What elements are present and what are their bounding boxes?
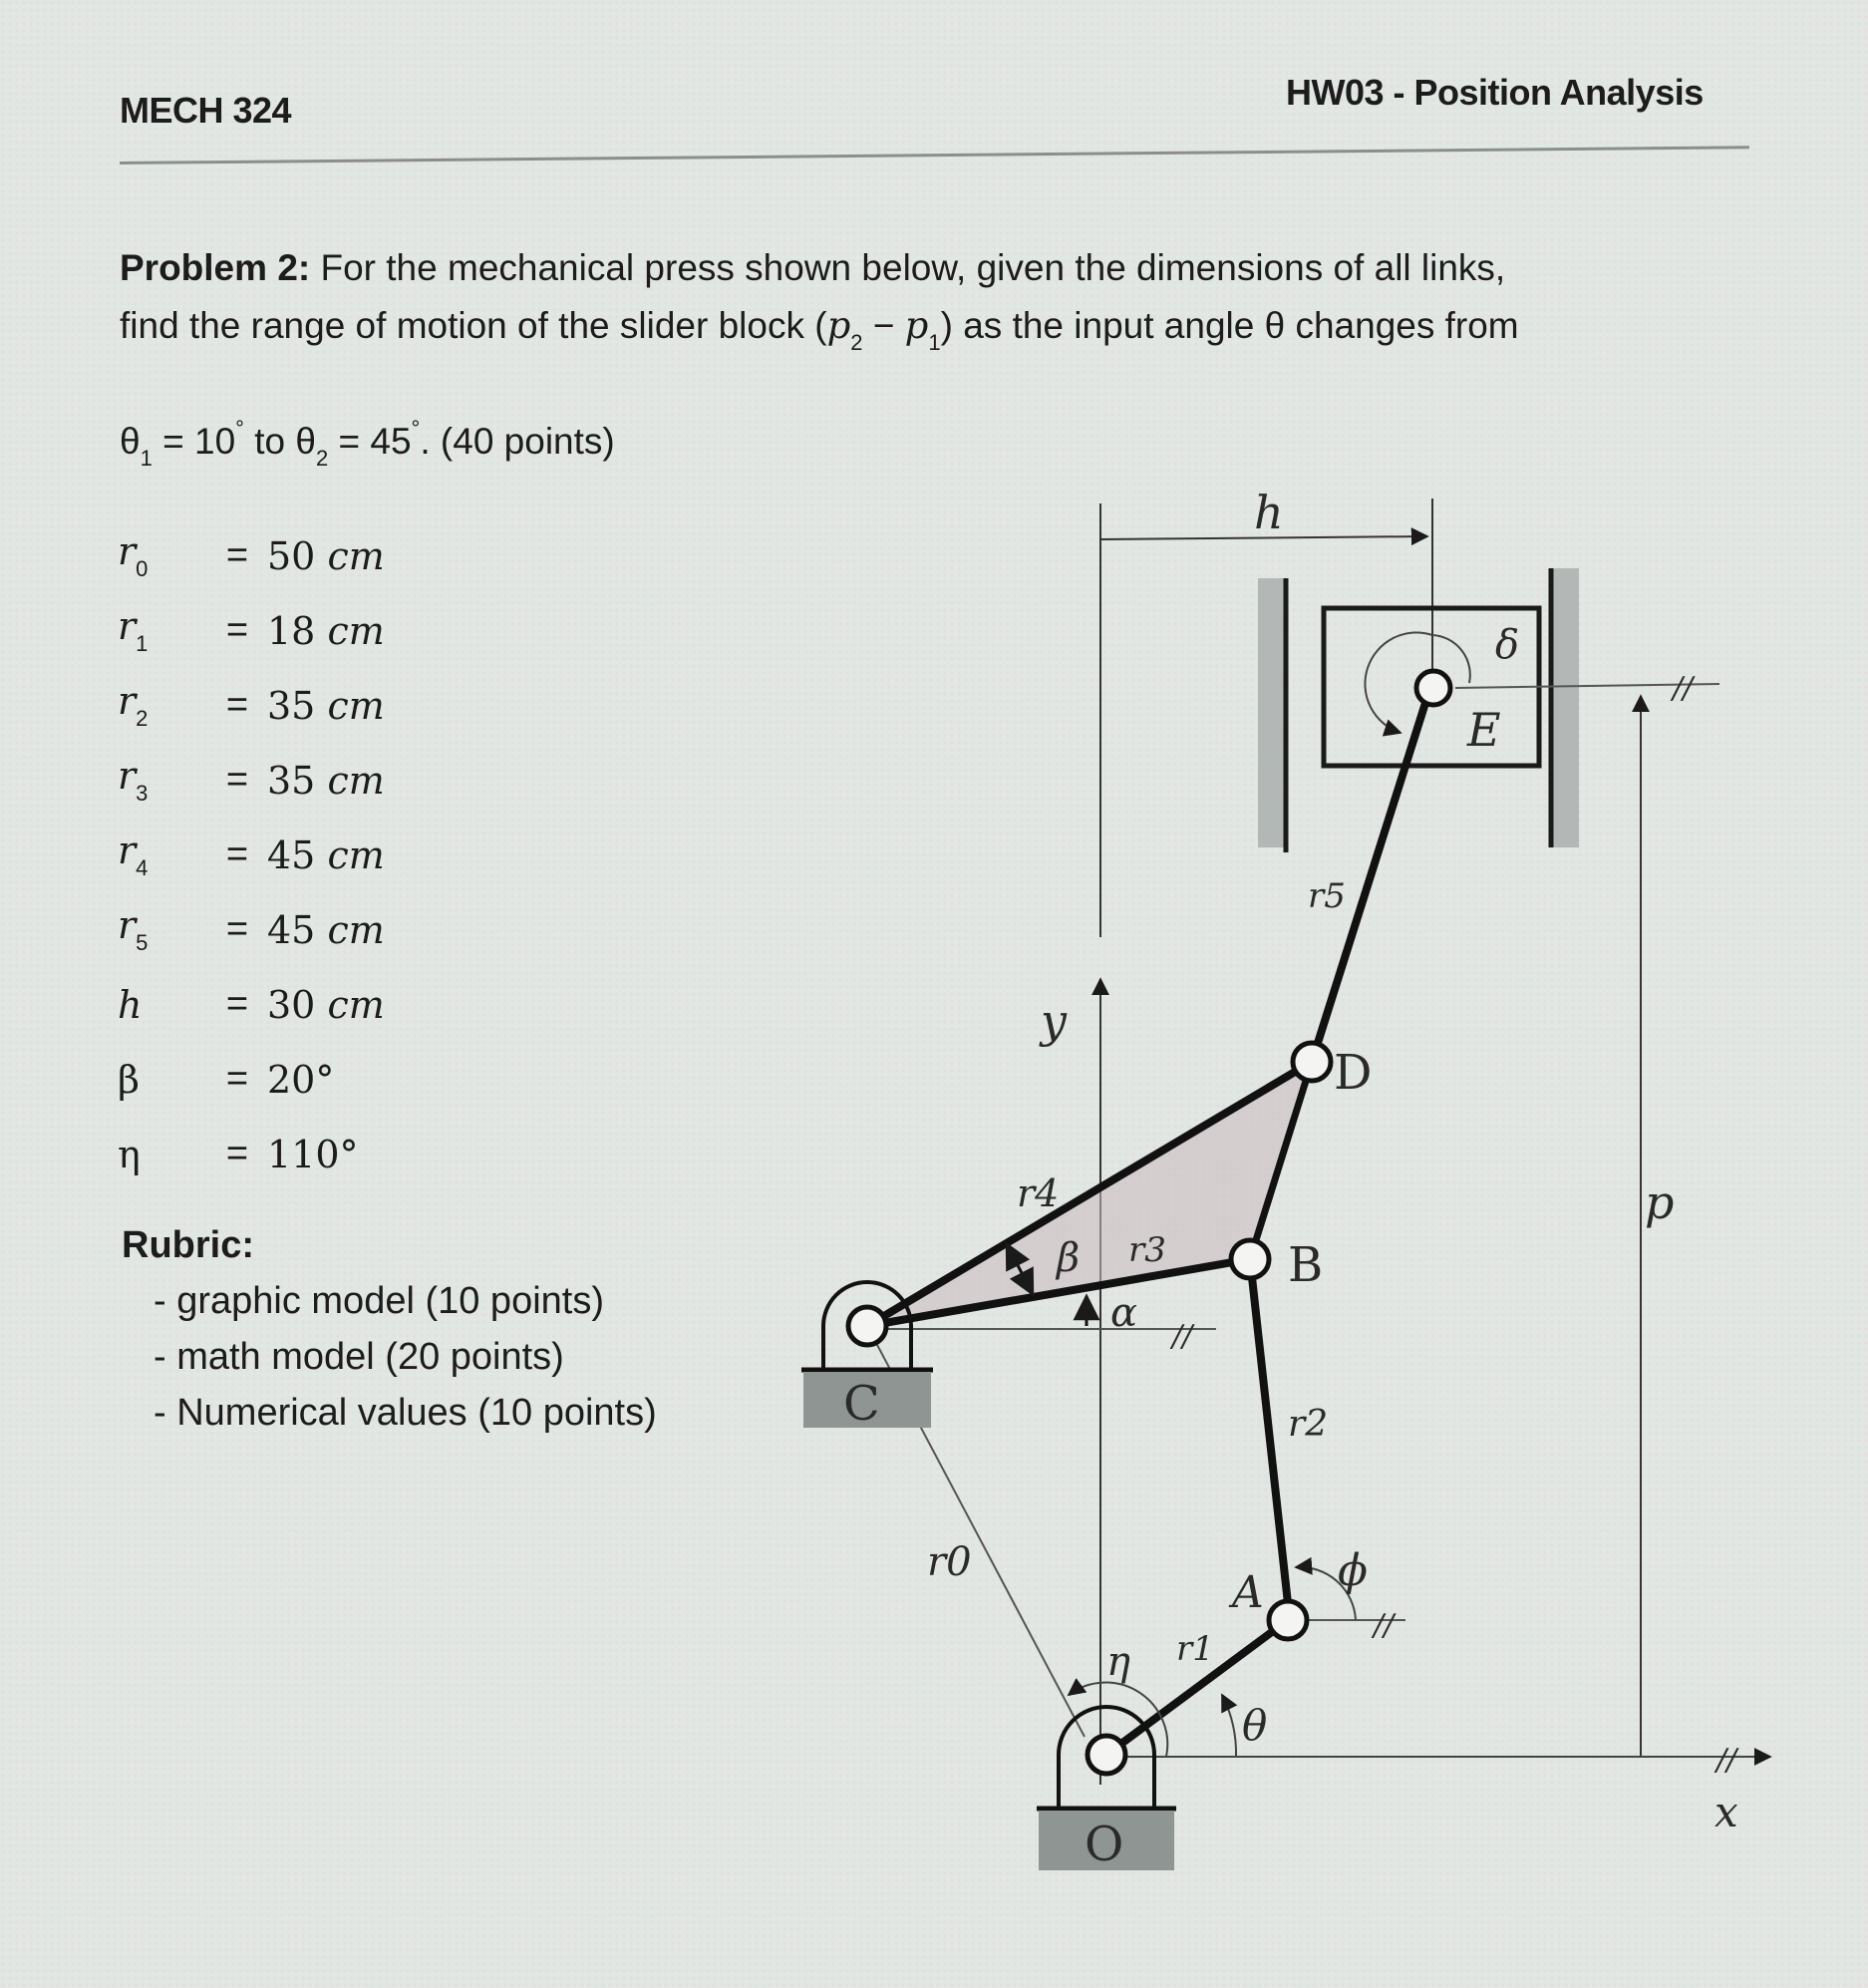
- r0-label: r0: [927, 1539, 972, 1585]
- svg-text://: //: [1374, 1608, 1395, 1643]
- svg-text:B: B: [1288, 1237, 1324, 1293]
- svg-text:A: A: [1232, 1567, 1264, 1618]
- svg-text:θ: θ: [1242, 1701, 1268, 1750]
- svg-text:δ: δ: [1495, 622, 1520, 668]
- svg-text:D: D: [1334, 1045, 1373, 1101]
- r2-label: r2: [1288, 1404, 1329, 1445]
- param-h: h = 30 cm: [118, 982, 385, 1027]
- phi-angle: [1228, 1545, 1405, 1643]
- assignment-title: HW03 - Position Analysis: [1286, 72, 1704, 113]
- r5-label: r5: [1308, 876, 1346, 916]
- rubric-item: - graphic model (10 points): [154, 1280, 604, 1322]
- svg-text://: //: [1172, 1319, 1193, 1354]
- svg-text:r3: r3: [1128, 1230, 1166, 1270]
- svg-text:p: p: [1645, 1175, 1675, 1229]
- svg-text:x: x: [1714, 1788, 1738, 1836]
- param-r0: $r_0$ = 50 cm: [118, 529, 385, 581]
- joint-D: [1293, 1043, 1331, 1081]
- link-r2: [1250, 1259, 1288, 1603]
- problem-label: Problem 2:: [120, 247, 311, 288]
- param-r3: $r_3$ = 35 cm: [118, 754, 385, 806]
- svg-text://: //: [1673, 671, 1694, 706]
- joint-A: [1269, 1601, 1307, 1639]
- svg-text:O: O: [1085, 1817, 1124, 1872]
- param-r4: $r_4$ = 45 cm: [118, 828, 385, 880]
- svg-text:y: y: [1041, 994, 1067, 1048]
- ternary-link: [867, 1045, 1372, 1326]
- param-beta: β = 20°: [118, 1057, 335, 1102]
- slider-guides: [1258, 568, 1579, 852]
- svg-text:E: E: [1467, 703, 1501, 757]
- param-eta: η = 110°: [118, 1132, 359, 1176]
- r1-label: r1: [1176, 1629, 1214, 1669]
- slider-block-E: [1324, 608, 1719, 766]
- ground-pivot-O: [1037, 1707, 1176, 1872]
- problem-line-2: find the range of motion of the slider block $(p_2 - p_1)$ as the input angle θ changes from: [120, 304, 1519, 355]
- axes: [1039, 979, 1770, 1836]
- svg-text:r4: r4: [1017, 1171, 1060, 1215]
- joint-C: [848, 1307, 886, 1345]
- rubric-item: - Numerical values (10 points): [154, 1392, 657, 1434]
- svg-text:α: α: [1110, 1290, 1138, 1336]
- svg-text:η: η: [1106, 1639, 1130, 1685]
- course-code: MECH 324: [120, 90, 292, 131]
- rubric-item: - math model (20 points): [154, 1336, 564, 1378]
- svg-text:ϕ: ϕ: [1338, 1545, 1368, 1596]
- param-r5: $r_5$ = 45 cm: [118, 903, 385, 955]
- rubric-title: Rubric:: [122, 1224, 254, 1266]
- joint-E: [1416, 671, 1450, 705]
- svg-text:h: h: [1254, 486, 1284, 539]
- svg-text://: //: [1716, 1743, 1737, 1778]
- svg-text:β: β: [1057, 1235, 1081, 1281]
- param-r1: $r_1$ = 18 cm: [118, 604, 385, 656]
- p-dimension: [1641, 696, 1674, 1757]
- problem-line-1: Problem 2: For the mechanical press shown below, given the dimensions of all links,: [120, 247, 1506, 288]
- problem-line-3: $\theta_1 = 10^\circ$ to $\theta_2 = 45^\circ$. (40 points): [120, 416, 615, 471]
- svg-text:C: C: [843, 1376, 880, 1432]
- joint-O: [1088, 1736, 1125, 1774]
- joint-B: [1231, 1240, 1269, 1278]
- param-r2: $r_2$ = 35 cm: [118, 679, 385, 731]
